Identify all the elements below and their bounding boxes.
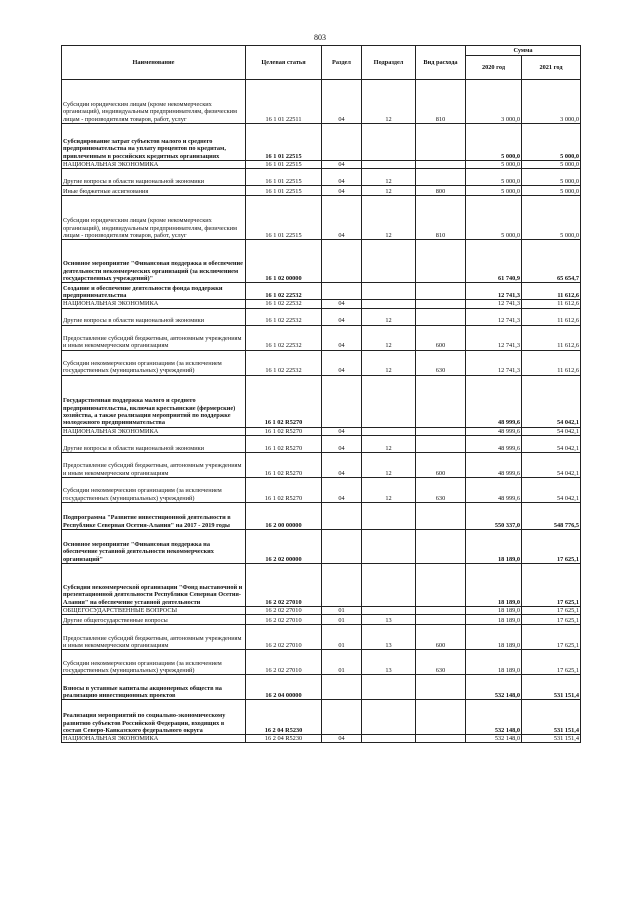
cell-name: НАЦИОНАЛЬНАЯ ЭКОНОМИКА (62, 161, 246, 169)
cell-subsection: 12 (362, 452, 416, 477)
cell-section: 01 (322, 606, 362, 614)
cell-section: 01 (322, 650, 362, 675)
table-row (62, 283, 581, 300)
cell-subsection (362, 375, 416, 427)
cell-sum-2021: 54 042,1 (522, 375, 581, 427)
cell-expense-type (416, 435, 466, 452)
cell-target: 16 1 02 22532 (246, 325, 322, 350)
cell-name: Субсидии некоммерческим организациям (за исключением государственных (муниципальных) учреждений) (62, 350, 246, 375)
cell-sum-2021: 11 612,6 (522, 300, 581, 308)
cell-subsection: 12 (362, 186, 416, 196)
cell-sum-2020: 18 189,0 (466, 563, 522, 606)
cell-section (322, 700, 362, 735)
table-row (62, 563, 581, 606)
table-row (62, 650, 581, 675)
cell-expense-type: 630 (416, 650, 466, 675)
table-row (62, 427, 581, 435)
header-year-2021: 2021 год (522, 56, 581, 80)
table-body (62, 80, 581, 743)
cell-target: 16 1 02 22532 (246, 308, 322, 325)
table-row (62, 240, 581, 283)
cell-expense-type: 630 (416, 350, 466, 375)
cell-sum-2020: 12 741,3 (466, 350, 522, 375)
cell-expense-type (416, 161, 466, 169)
table-row (62, 350, 581, 375)
page-number: 803 (314, 33, 326, 42)
cell-section: 01 (322, 625, 362, 650)
budget-table (61, 45, 581, 743)
cell-sum-2021: 17 625,1 (522, 563, 581, 606)
cell-subsection: 12 (362, 350, 416, 375)
cell-target: 16 1 02 22532 (246, 283, 322, 300)
cell-target: 16 1 01 22515 (246, 186, 322, 196)
cell-name: Другие вопросы в области национальной экономики (62, 308, 246, 325)
cell-sum-2021: 17 625,1 (522, 625, 581, 650)
cell-subsection: 12 (362, 435, 416, 452)
cell-sum-2021: 531 151,4 (522, 700, 581, 735)
cell-sum-2020: 12 741,3 (466, 325, 522, 350)
cell-sum-2021: 5 000,0 (522, 124, 581, 161)
cell-sum-2021: 54 042,1 (522, 427, 581, 435)
cell-section (322, 375, 362, 427)
cell-sum-2020: 12 741,3 (466, 308, 522, 325)
cell-sum-2021: 17 625,1 (522, 606, 581, 614)
header-target: Целевая статья (246, 46, 322, 80)
cell-target: 16 1 02 R5270 (246, 452, 322, 477)
cell-subsection (362, 675, 416, 700)
cell-name: Субсидии юридическим лицам (кроме некоммерческих организаций), индивидуальным предпринимателям, физическим лицам - производителям товаров, работ, услуг (62, 80, 246, 124)
cell-target: 16 2 04 R5230 (246, 700, 322, 735)
cell-target: 16 2 02 27010 (246, 563, 322, 606)
table-row (62, 452, 581, 477)
table-row (62, 477, 581, 502)
cell-target: 16 1 01 22511 (246, 80, 322, 124)
cell-section: 04 (322, 169, 362, 186)
cell-target: 16 1 02 R5270 (246, 375, 322, 427)
cell-expense-type (416, 375, 466, 427)
cell-name: ОБЩЕГОСУДАРСТВЕННЫЕ ВОПРОСЫ (62, 606, 246, 614)
cell-sum-2021: 17 625,1 (522, 615, 581, 625)
cell-sum-2020: 3 000,0 (466, 80, 522, 124)
cell-section: 04 (322, 80, 362, 124)
cell-sum-2020: 48 999,6 (466, 435, 522, 452)
cell-sum-2020: 18 189,0 (466, 625, 522, 650)
table-row (62, 435, 581, 452)
cell-sum-2021: 548 776,5 (522, 502, 581, 529)
cell-subsection: 12 (362, 169, 416, 186)
cell-expense-type (416, 700, 466, 735)
cell-section: 04 (322, 300, 362, 308)
cell-sum-2020: 48 999,6 (466, 477, 522, 502)
cell-subsection (362, 502, 416, 529)
cell-subsection (362, 240, 416, 283)
cell-expense-type: 600 (416, 325, 466, 350)
cell-sum-2020: 5 000,0 (466, 186, 522, 196)
cell-section (322, 283, 362, 300)
cell-subsection (362, 529, 416, 563)
cell-expense-type (416, 169, 466, 186)
cell-section: 04 (322, 308, 362, 325)
cell-subsection (362, 735, 416, 743)
header-section: Раздел (322, 46, 362, 80)
cell-sum-2020: 12 741,3 (466, 300, 522, 308)
cell-expense-type: 810 (416, 196, 466, 240)
cell-name: Создание и обеспечение деятельности фонда поддержки предпринимательства (62, 283, 246, 300)
cell-sum-2020: 48 999,6 (466, 427, 522, 435)
cell-sum-2021: 5 000,0 (522, 186, 581, 196)
table-row (62, 325, 581, 350)
cell-name: НАЦИОНАЛЬНАЯ ЭКОНОМИКА (62, 735, 246, 743)
cell-sum-2021: 65 654,7 (522, 240, 581, 283)
cell-name: Другие вопросы в области национальной экономики (62, 435, 246, 452)
header-name: Наименование (62, 46, 246, 80)
cell-name: Подпрограмма "Развитие инвестиционной деятельности в Республике Северная Осетия-Алания" на 2017 - 2019 годы (62, 502, 246, 529)
cell-section: 04 (322, 196, 362, 240)
cell-target: 16 1 02 R5270 (246, 435, 322, 452)
cell-expense-type (416, 240, 466, 283)
cell-sum-2021: 11 612,6 (522, 308, 581, 325)
cell-expense-type: 600 (416, 452, 466, 477)
table-row (62, 169, 581, 186)
cell-name: НАЦИОНАЛЬНАЯ ЭКОНОМИКА (62, 427, 246, 435)
cell-name: Государственная поддержка малого и среднего предпринимательства, включая крестьянские (фермерские) хозяйства, а также реализация мероприятий по поддержке молодежного предпринимательства (62, 375, 246, 427)
table-row (62, 735, 581, 743)
cell-subsection: 12 (362, 477, 416, 502)
cell-section: 04 (322, 186, 362, 196)
cell-sum-2021: 5 000,0 (522, 169, 581, 186)
cell-subsection: 13 (362, 650, 416, 675)
cell-subsection: 13 (362, 615, 416, 625)
cell-expense-type: 800 (416, 186, 466, 196)
cell-section (322, 124, 362, 161)
cell-subsection: 13 (362, 625, 416, 650)
cell-section: 01 (322, 615, 362, 625)
cell-expense-type (416, 300, 466, 308)
cell-target: 16 1 02 00000 (246, 240, 322, 283)
cell-sum-2021: 17 625,1 (522, 650, 581, 675)
cell-target: 16 2 04 R5230 (246, 735, 322, 743)
cell-subsection (362, 124, 416, 161)
cell-section: 04 (322, 735, 362, 743)
cell-name: Другие вопросы в области национальной экономики (62, 169, 246, 186)
cell-target: 16 1 01 22515 (246, 169, 322, 186)
table-row (62, 186, 581, 196)
table-row (62, 625, 581, 650)
cell-target: 16 1 02 R5270 (246, 477, 322, 502)
cell-expense-type (416, 675, 466, 700)
cell-name: Предоставление субсидий бюджетным, автономным учреждениям и иным некоммерческим организациям (62, 625, 246, 650)
table-row (62, 124, 581, 161)
header-subsection: Подраздел (362, 46, 416, 80)
cell-section: 04 (322, 325, 362, 350)
cell-subsection: 12 (362, 196, 416, 240)
cell-name: Субсидии некоммерческим организациям (за исключением государственных (муниципальных) учреждений) (62, 477, 246, 502)
table-row (62, 502, 581, 529)
cell-sum-2021: 17 625,1 (522, 529, 581, 563)
cell-sum-2020: 18 189,0 (466, 650, 522, 675)
table-row (62, 529, 581, 563)
cell-expense-type (416, 529, 466, 563)
cell-expense-type (416, 124, 466, 161)
header-year-2020: 2020 год (466, 56, 522, 80)
cell-expense-type (416, 283, 466, 300)
cell-section: 04 (322, 477, 362, 502)
table-row (62, 700, 581, 735)
cell-subsection (362, 563, 416, 606)
cell-sum-2020: 18 189,0 (466, 606, 522, 614)
cell-subsection (362, 161, 416, 169)
table-row (62, 161, 581, 169)
cell-sum-2020: 532 148,0 (466, 735, 522, 743)
cell-target: 16 2 02 27010 (246, 615, 322, 625)
cell-expense-type (416, 563, 466, 606)
cell-subsection: 12 (362, 80, 416, 124)
cell-expense-type (416, 427, 466, 435)
table-row (62, 615, 581, 625)
cell-section: 04 (322, 452, 362, 477)
cell-name: Взносы в уставные капиталы акционерных обществ на реализацию инвестиционных проектов (62, 675, 246, 700)
header-expense-type: Вид расхода (416, 46, 466, 80)
cell-sum-2021: 531 151,4 (522, 735, 581, 743)
header-sum: Сумма (466, 46, 581, 56)
cell-target: 16 1 01 22515 (246, 196, 322, 240)
cell-sum-2021: 531 151,4 (522, 675, 581, 700)
table-row (62, 308, 581, 325)
table-row (62, 606, 581, 614)
cell-expense-type: 600 (416, 625, 466, 650)
cell-name: Другие общегосударственные вопросы (62, 615, 246, 625)
cell-sum-2021: 54 042,1 (522, 477, 581, 502)
cell-sum-2020: 61 740,9 (466, 240, 522, 283)
cell-sum-2020: 18 189,0 (466, 529, 522, 563)
cell-name: Основное мероприятие "Финансовая поддержка и обеспечение деятельности некоммерческих организаций (за исключением государственных учреждений)" (62, 240, 246, 283)
cell-target: 16 2 02 27010 (246, 625, 322, 650)
cell-name: Субсидирование затрат субъектов малого и среднего предпринимательства на уплату процентов по кредитам, привлеченным в российских кредитных организациях (62, 124, 246, 161)
cell-subsection (362, 283, 416, 300)
cell-expense-type (416, 502, 466, 529)
cell-target: 16 2 02 27010 (246, 650, 322, 675)
cell-subsection: 12 (362, 308, 416, 325)
cell-sum-2020: 5 000,0 (466, 161, 522, 169)
cell-subsection (362, 300, 416, 308)
table-row (62, 80, 581, 124)
cell-sum-2021: 54 042,1 (522, 435, 581, 452)
cell-name: Реализация мероприятий по социально-экономическому развитию субъектов Российской Федерации, входящих в состав Северо-Кавказского федерального округа (62, 700, 246, 735)
cell-expense-type (416, 735, 466, 743)
cell-subsection (362, 700, 416, 735)
cell-sum-2020: 5 000,0 (466, 169, 522, 186)
cell-sum-2020: 550 337,0 (466, 502, 522, 529)
cell-target: 16 1 02 22532 (246, 350, 322, 375)
cell-section: 04 (322, 350, 362, 375)
cell-expense-type: 810 (416, 80, 466, 124)
cell-sum-2020: 48 999,6 (466, 375, 522, 427)
cell-subsection: 12 (362, 325, 416, 350)
cell-sum-2020: 532 148,0 (466, 675, 522, 700)
cell-section: 04 (322, 427, 362, 435)
cell-expense-type (416, 308, 466, 325)
cell-target: 16 2 02 27010 (246, 606, 322, 614)
cell-section (322, 563, 362, 606)
cell-sum-2021: 5 000,0 (522, 196, 581, 240)
cell-target: 16 2 00 00000 (246, 502, 322, 529)
cell-sum-2021: 3 000,0 (522, 80, 581, 124)
cell-name: Субсидии некоммерческой организации "Фонд выставочной и презентационной деятельности Республики Северная Осетия-Алания" на обеспечение уставной деятельности (62, 563, 246, 606)
table-row (62, 675, 581, 700)
cell-target: 16 1 02 22532 (246, 300, 322, 308)
cell-section (322, 240, 362, 283)
cell-expense-type (416, 615, 466, 625)
cell-sum-2020: 5 000,0 (466, 196, 522, 240)
cell-sum-2021: 11 612,6 (522, 350, 581, 375)
cell-sum-2021: 11 612,6 (522, 325, 581, 350)
cell-sum-2021: 5 000,0 (522, 161, 581, 169)
cell-subsection (362, 606, 416, 614)
cell-sum-2021: 11 612,6 (522, 283, 581, 300)
cell-target: 16 1 02 R5270 (246, 427, 322, 435)
table-row (62, 375, 581, 427)
cell-expense-type: 630 (416, 477, 466, 502)
cell-sum-2020: 18 189,0 (466, 615, 522, 625)
cell-sum-2020: 48 999,6 (466, 452, 522, 477)
cell-section: 04 (322, 161, 362, 169)
table-row (62, 300, 581, 308)
cell-target: 16 2 04 00000 (246, 675, 322, 700)
cell-name: Предоставление субсидий бюджетным, автономным учреждениям и иным некоммерческим организациям (62, 325, 246, 350)
cell-section (322, 502, 362, 529)
cell-name: Предоставление субсидий бюджетным, автономным учреждениям и иным некоммерческим организациям (62, 452, 246, 477)
cell-name: Субсидии некоммерческим организациям (за исключением государственных (муниципальных) учреждений) (62, 650, 246, 675)
cell-expense-type (416, 606, 466, 614)
table-row (62, 196, 581, 240)
cell-sum-2021: 54 042,1 (522, 452, 581, 477)
cell-name: Иные бюджетные ассигнования (62, 186, 246, 196)
cell-name: НАЦИОНАЛЬНАЯ ЭКОНОМИКА (62, 300, 246, 308)
cell-sum-2020: 5 000,0 (466, 124, 522, 161)
cell-section: 04 (322, 435, 362, 452)
cell-target: 16 1 01 22515 (246, 124, 322, 161)
cell-target: 16 1 01 22515 (246, 161, 322, 169)
cell-name: Субсидии юридическим лицам (кроме некоммерческих организаций), индивидуальным предпринимателям, физическим лицам - производителям товаров, работ, услуг (62, 196, 246, 240)
cell-name: Основное мероприятие "Финансовая поддержка на обеспечение уставной деятельности некоммерческих организаций" (62, 529, 246, 563)
cell-subsection (362, 427, 416, 435)
cell-target: 16 2 02 00000 (246, 529, 322, 563)
cell-sum-2020: 12 741,3 (466, 283, 522, 300)
cell-sum-2020: 532 148,0 (466, 700, 522, 735)
cell-section (322, 675, 362, 700)
cell-section (322, 529, 362, 563)
